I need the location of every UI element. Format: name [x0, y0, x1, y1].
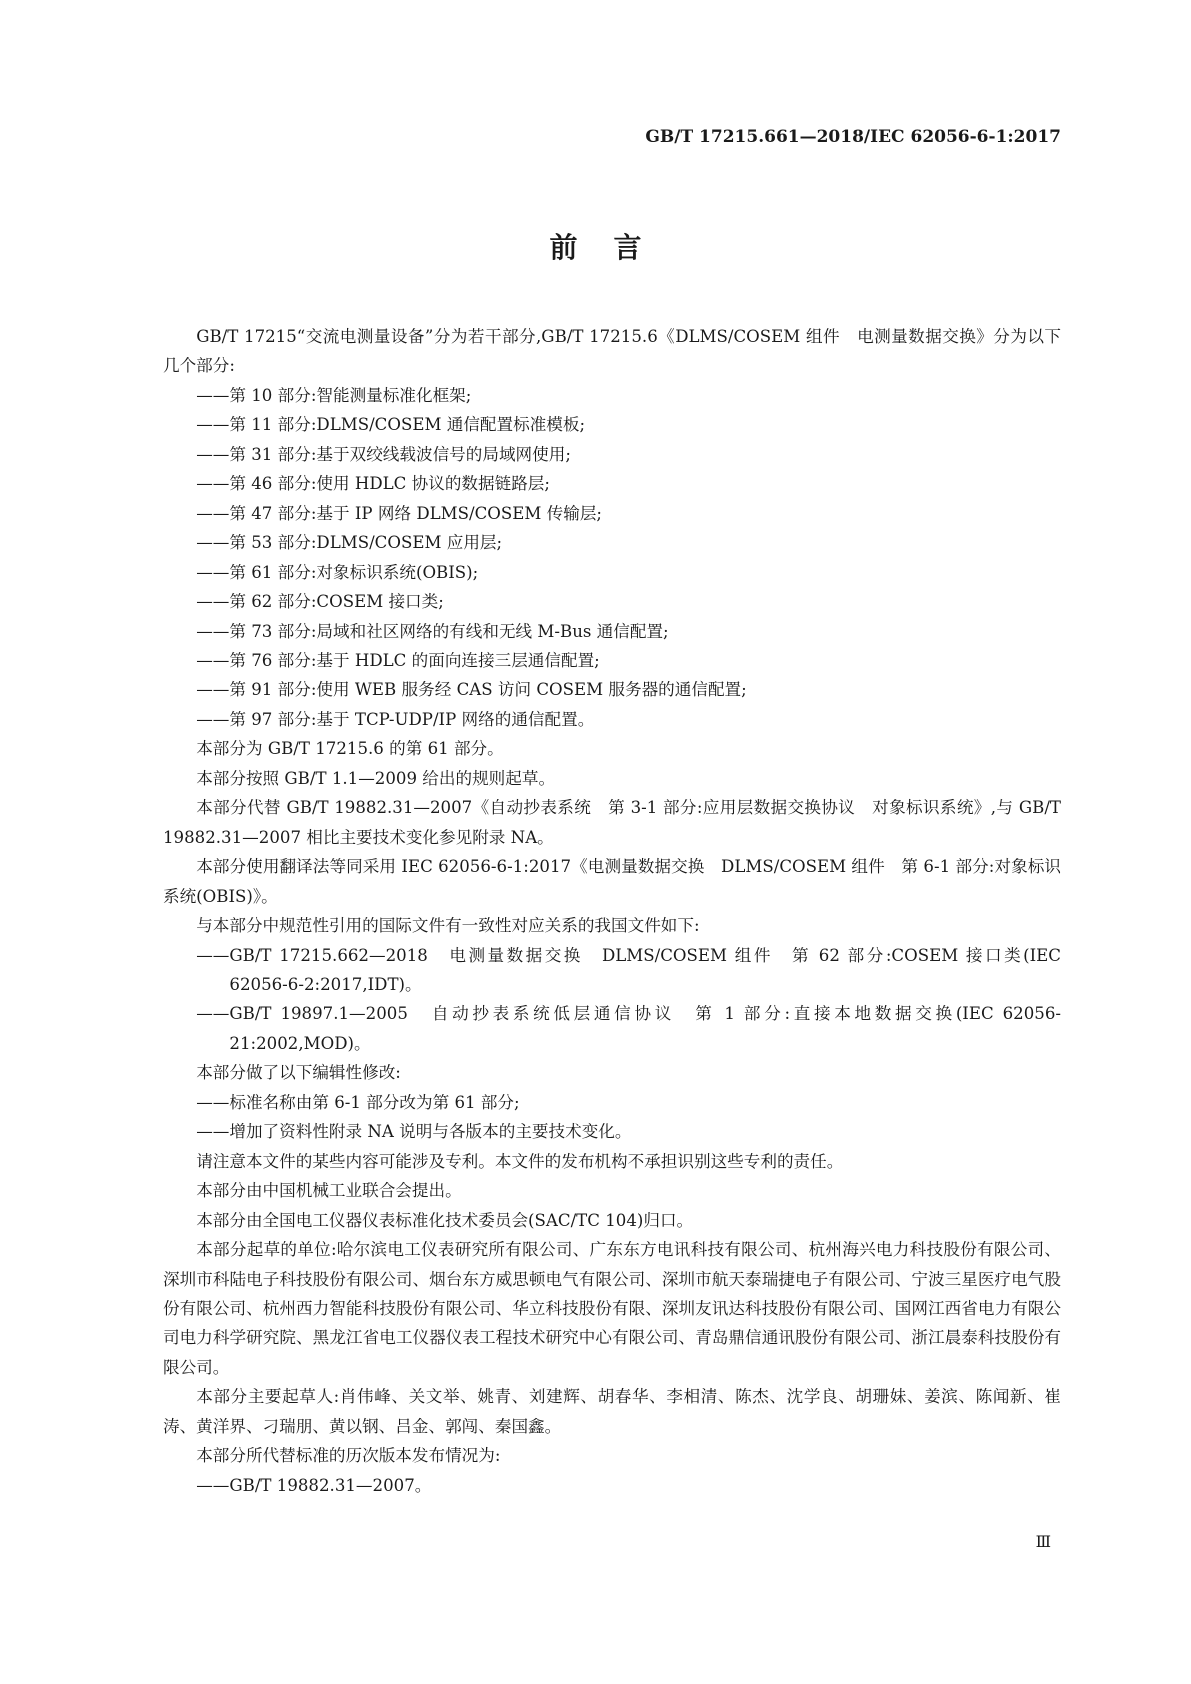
list-item: ——第 47 部分:基于 IP 网络 DLMS/COSEM 传输层;: [196, 503, 603, 523]
standard-id: GB/T 17215.661—2018/IEC 62056-6-1:2017: [645, 127, 1061, 147]
list-item: ——第 76 部分:基于 HDLC 的面向连接三层通信配置;: [196, 650, 600, 670]
intro-paragraph: GB/T 17215“交流电测量设备”分为若干部分,GB/T 17215.6《DLMS/COSEM 组件 电测量数据交换》分为以下几个部分:: [163, 327, 1061, 376]
history-item: ——GB/T 19882.31—2007。: [196, 1475, 432, 1495]
list-item: ——第 61 部分:对象标识系统(OBIS);: [196, 562, 479, 582]
paragraph-history-intro: 本部分所代替标准的历次版本发布情况为:: [196, 1446, 501, 1466]
paragraph-drafters: 本部分主要起草人:肖伟峰、关文举、姚青、刘建辉、胡春华、李相清、陈杰、沈学良、胡珊妹、姜滨、陈闻新、崔涛、黄洋界、刁瑞朋、黄以钢、吕金、郭闯、秦国鑫。: [163, 1387, 1061, 1436]
list-item: ——第 10 部分:智能测量标准化框架;: [196, 385, 472, 405]
list-item: ——第 73 部分:局域和社区网络的有线和无线 M-Bus 通信配置;: [196, 621, 669, 641]
paragraph-proposed-by: 本部分由中国机械工业联合会提出。: [196, 1181, 462, 1201]
paragraph-adoption: 本部分使用翻译法等同采用 IEC 62056-6-1:2017《电测量数据交换 DLMS/COSEM 组件 第 6-1 部分:对象标识系统(OBIS)》。: [163, 857, 1061, 906]
paragraph-patent-notice: 请注意本文件的某些内容可能涉及专利。本文件的发布机构不承担识别这些专利的责任。: [196, 1151, 844, 1171]
list-item: ——第 11 部分:DLMS/COSEM 通信配置标准模板;: [196, 415, 586, 435]
paragraph-editorial-intro: 本部分做了以下编辑性修改:: [196, 1063, 401, 1083]
list-item: ——第 31 部分:基于双绞线载波信号的局域网使用;: [196, 444, 571, 464]
paragraph-part-number: 本部分为 GB/T 17215.6 的第 61 部分。: [196, 739, 504, 759]
title-char-2: 言: [613, 231, 642, 264]
paragraph-replaces: 本部分代替 GB/T 19882.31—2007《自动抄表系统 第 3-1 部分:应用层数据交换协议 对象标识系统》,与 GB/T 19882.31—2007 相比主要技术变化参见附录 NA。: [163, 798, 1061, 847]
list-item: ——第 62 部分:COSEM 接口类;: [196, 592, 444, 612]
title-char-1: 前: [549, 231, 578, 264]
page-number: Ⅲ: [1035, 1532, 1051, 1551]
paragraph-drafting-units: 本部分起草的单位:哈尔滨电工仪表研究所有限公司、广东东方电讯科技有限公司、杭州海兴电力科技股份有限公司、深圳市科陆电子科技股份有限公司、烟台东方威思顿电气有限公司、深圳市航天泰瑞捷电子有限公司、宁波三星医疗电气股份有限公司、杭州西力智能科技股份有限公司、华立科技股份有限、深圳友讯达科技股份有限公司、国网江西省电力有限公司电力科学研究院、黑龙江省电工仪器仪表工程技术研究中心有限公司、青岛鼎信通讯股份有限公司、浙江晨泰科技股份有限公司。: [163, 1240, 1061, 1377]
document-header: [645, 127, 1061, 147]
foreword-body: [163, 322, 1061, 1500]
list-item: ——第 97 部分:基于 TCP-UDP/IP 网络的通信配置。: [196, 709, 595, 729]
paragraph-references-intro: 与本部分中规范性引用的国际文件有一致性对应关系的我国文件如下:: [196, 916, 700, 936]
paragraph-administered-by: 本部分由全国电工仪器仪表标准化技术委员会(SAC/TC 104)归口。: [196, 1210, 694, 1230]
list-item: ——第 91 部分:使用 WEB 服务经 CAS 访问 COSEM 服务器的通信配置;: [196, 680, 747, 700]
page-title: [0, 226, 1191, 266]
editorial-item: ——标准名称由第 6-1 部分改为第 61 部分;: [196, 1092, 520, 1112]
list-item: ——第 46 部分:使用 HDLC 协议的数据链路层;: [196, 474, 550, 494]
reference-item: ——GB/T 19897.1—2005 自动抄表系统低层通信协议 第 1 部分:直接本地数据交换(IEC 62056-21:2002,MOD)。: [196, 1004, 1061, 1053]
list-item: ——第 53 部分:DLMS/COSEM 应用层;: [196, 533, 503, 553]
reference-item: ——GB/T 17215.662—2018 电测量数据交换 DLMS/COSEM 组件 第 62 部分:COSEM 接口类(IEC 62056-6-2:2017,IDT)。: [196, 945, 1061, 994]
paragraph-drafting-rules: 本部分按照 GB/T 1.1—2009 给出的规则起草。: [196, 768, 556, 788]
editorial-item: ——增加了资料性附录 NA 说明与各版本的主要技术变化。: [196, 1122, 632, 1142]
